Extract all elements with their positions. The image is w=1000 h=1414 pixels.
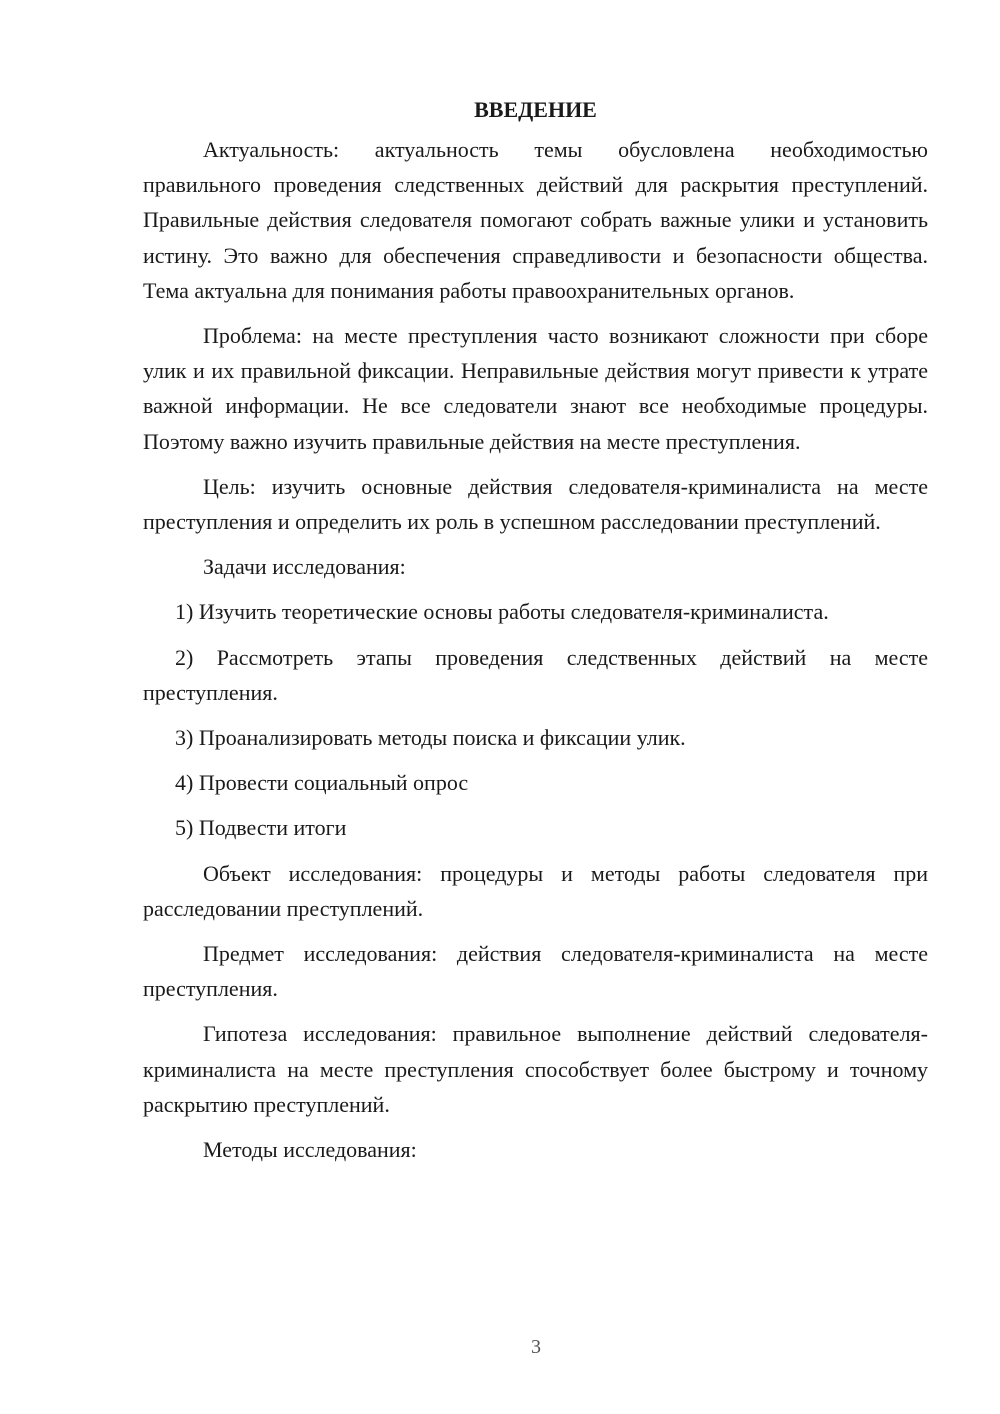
page-body [143,92,928,1177]
section-heading: ВВЕДЕНИЕ [474,97,597,122]
paragraph-object: Объект исследования: процедуры и методы работы следователя при расследовании преступлений. [143,860,928,921]
task-item-4: 4) Провести социальный опрос [175,770,469,796]
paragraph-subject: Предмет исследования: действия следователя-криминалиста на месте преступления. [143,941,928,1002]
paragraph-tasks-title: Задачи исследования: [203,554,406,580]
paragraph-methods-title: Методы исследования: [203,1137,417,1163]
page-number: 3 [531,1336,541,1358]
paragraph-hypothesis: Гипотеза исследования: правильное выполнение действий следователя-криминалиста на месте преступления способствует более быстрому и точному раскрытию преступлений. [143,1021,928,1117]
task-item-1: 1) Изучить теоретические основы работы следователя-криминалиста. [175,599,829,625]
paragraph-problem: Проблема: на месте преступления часто возникают сложности при сборе улик и их правильной фиксации. Неправильные действия могут привести к утрате важной информации. Не все следователи знают все необходимые процедуры. Поэтому важно изучить правильные действия на месте преступления. [143,323,928,454]
task-item-5: 5) Подвести итоги [175,815,347,841]
paragraph-relevance: Актуальность: актуальность темы обусловлена необходимостью правильного проведения следственных действий для раскрытия преступлений. Правильные действия следователя помогают собрать важные улики и установить истину. Это важно для обеспечения справедливости и безопасности общества. Тема актуальна для понимания работы правоохранительных органов. [143,137,928,303]
task-item-3: 3) Проанализировать методы поиска и фиксации улик. [175,725,686,751]
paragraph-goal: Цель: изучить основные действия следователя-криминалиста на месте преступления и определить их роль в успешном расследовании преступлений. [143,473,928,535]
task-item-2: 2) Рассмотреть этапы проведения следственных действий на месте преступления. [143,644,928,705]
